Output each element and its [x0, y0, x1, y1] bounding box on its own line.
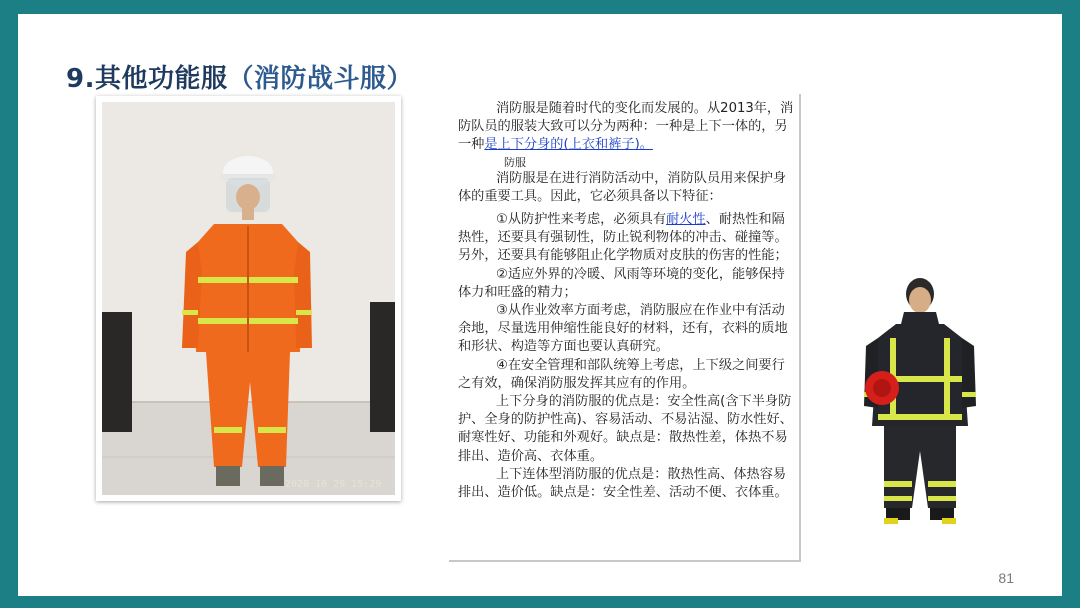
item1-text-a: ①从防护性来考虑，必须具有 — [496, 212, 667, 228]
list-item-environment: ②适应外界的冷暖、风雨等环境的变化，能够保持体力和旺盛的精力； — [458, 266, 785, 300]
description-textbox — [449, 94, 801, 562]
photo-timestamp: 2020 10 29 15:29 — [285, 479, 382, 490]
slide-title — [66, 58, 413, 95]
title-main: 9.其他功能服 — [66, 64, 228, 94]
fire-resistance-link[interactable]: 耐火性 — [666, 212, 706, 228]
paragraph-two-piece: 上下分身的消防服的优点是：安全性高(含下半身防护、全身的防护性高)、容易活动、不易沾湿、防水性好、耐寒性好、功能和外观好。缺点是：散热性差，体热不易排出、造价高、衣体重。 — [458, 394, 793, 464]
title-subtitle: （消防战斗服） — [227, 64, 413, 94]
list-item-efficiency: ③从作业效率方面考虑，消防服应在作业中有活动余地，尽量选用伸缩性能良好的材料，还有，衣料的质地和形状、构造等方面也要认真研究。 — [458, 303, 788, 355]
item1-text-b: 、耐热性和隔热性，还要具有强韧性，防止锐利物体的冲击、碰撞等。另外，还要具有能够阻止化学物质对皮肤的伤害的性能； — [458, 212, 788, 264]
para1-text: 消防服是随着时代的变化而发展的。从2013年，消防队员的服装大致可以分为两种：一种是上下一体的，另一种 — [458, 101, 794, 153]
orange-suit-figure — [102, 102, 395, 495]
paragraph-one-piece: 上下连体型消防服的优点是：散热性高、体热容易排出、造价低。缺点是：安全性差、活动不便、衣体重。 — [458, 466, 788, 501]
para1-caption: 防服 — [504, 155, 526, 169]
paragraph-history — [458, 100, 795, 155]
orange-suit-photo — [96, 96, 401, 501]
paragraph-purpose: 消防服是在进行消防活动中，消防队员用来保护身体的重要工具。因此，它必须具备以下特征： — [458, 170, 787, 204]
list-item-protection — [458, 211, 795, 266]
slide — [18, 14, 1062, 596]
dark-suit-figure — [860, 276, 980, 526]
para1-link[interactable]: 是上下分身的(上衣和裤子)。 — [484, 137, 653, 153]
dark-suit-photo — [860, 276, 980, 530]
list-item-management: ④在安全管理和部队统筹上考虑，上下级之间要行之有效，确保消防服发挥其应有的作用。 — [458, 357, 785, 391]
page-number: 81 — [998, 570, 1014, 586]
